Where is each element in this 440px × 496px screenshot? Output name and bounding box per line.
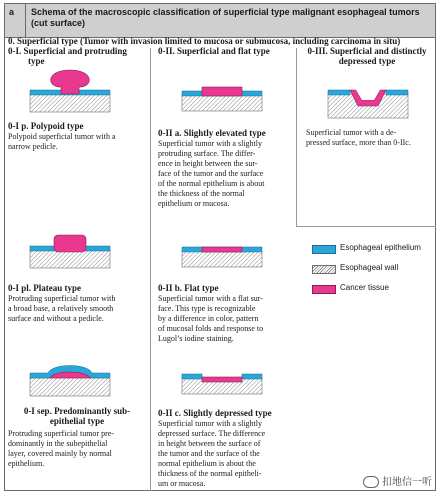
desc-line: layer, covered mainly by normal: [8, 449, 112, 458]
desc-line: epithelium.: [8, 459, 45, 468]
type-0-Isep-description: [8, 429, 114, 469]
type-0-II-title: 0-II. Superficial and flat type: [158, 46, 270, 56]
polypoid-diagram: [30, 66, 110, 116]
header-divider: [25, 4, 26, 37]
legend-swatch-epithelium: [312, 245, 336, 254]
type-0-I-title: [8, 46, 127, 66]
type-0-IIc-title: 0-II c. Slightly depressed type: [158, 408, 272, 418]
type-0-III-title: [300, 46, 434, 66]
superficial-type-heading: 0. Superficial type (Tumor with invasion limited to mucosa or submucosa, including carcinoma in situ): [8, 36, 401, 46]
desc-line: Protruding superficial tumor with: [8, 294, 116, 303]
wechat-icon: [363, 476, 379, 488]
desc-line: pressed surface, more than 0-IIc.: [306, 138, 411, 147]
desc-line: normal epithelium is about the: [158, 459, 256, 468]
type-0-Isep-title-line-2: epithelial type: [49, 416, 105, 426]
desc-line: the tumor and the surface of the: [158, 449, 260, 458]
type-0-III-description: [306, 128, 411, 148]
type-0-Ipl-description: [8, 294, 115, 324]
type-0-Isep-title-line-1: 0-I sep. Predominantly sub-: [23, 406, 131, 416]
legend-label-cancer: Cancer tissue: [340, 283, 389, 292]
slightly-elevated-diagram: [182, 84, 262, 114]
desc-line: of mucosal folds and response to: [158, 324, 264, 333]
column-divider-1: [150, 48, 151, 491]
type-0-IIa-title: 0-II a. Slightly elevated type: [158, 128, 266, 138]
desc-line: of the normal epithelium is about: [158, 179, 265, 188]
figure-title: [31, 7, 431, 29]
desc-line: protruding surface. The differ-: [158, 149, 256, 158]
panel-letter: a: [9, 7, 15, 17]
distinctly-depressed-diagram: [328, 86, 408, 126]
type-0-Isep-title: [8, 406, 146, 426]
type-0-IIa-description: [158, 139, 264, 209]
slightly-depressed-diagram: [182, 370, 262, 400]
subepithelial-diagram: [30, 358, 110, 398]
type-0-Ip-title: 0-I p. Polypoid type: [8, 121, 84, 131]
type-0-I-title-line-1: 0-I. Superficial and protruding: [8, 46, 127, 56]
desc-line: face. This type is recognizable: [158, 304, 256, 313]
column-divider-2: [296, 48, 297, 226]
desc-line: ence in height between the sur-: [158, 159, 258, 168]
type-0-IIb-description: [158, 294, 263, 344]
desc-line: um or mucosa.: [158, 479, 206, 488]
desc-line: face of the tumor and the surface: [158, 169, 264, 178]
figure-header: [5, 4, 435, 38]
desc-line: Lugol’s iodine staining.: [158, 334, 234, 343]
desc-line: epithelium or mucosa.: [158, 199, 230, 208]
figure-title-line-2: (cut surface): [31, 18, 86, 28]
desc-line: in height between the surface of: [158, 439, 261, 448]
desc-line: a broad base, a relatively smooth: [8, 304, 114, 313]
desc-line: by a difference in color, pattern: [158, 314, 259, 323]
legend-swatch-wall: [312, 265, 336, 274]
flat-type-diagram: [182, 243, 262, 273]
desc-line: Protruding superficial tumor pre-: [8, 429, 114, 438]
legend-label-wall: Esophageal wall: [340, 263, 399, 272]
type-0-Ipl-title: 0-I pl. Plateau type: [8, 283, 81, 293]
column-3-bottom-rule: [296, 226, 436, 227]
desc-line: dominantly in the subepithelial: [8, 439, 108, 448]
desc-line: Superficial tumor with a slightly: [158, 419, 262, 428]
desc-line: Superficial tumor with a slightly: [158, 139, 262, 148]
desc-line: thickness of the normal epitheli-: [158, 469, 262, 478]
desc-line: the thickness of the normal: [158, 189, 245, 198]
type-0-III-title-line-2: depressed type: [338, 56, 396, 66]
legend-label-epithelium: Esophageal epithelium: [340, 243, 421, 252]
watermark: [363, 473, 432, 488]
desc-line: Superficial tumor with a de-: [306, 128, 397, 137]
type-0-IIb-title: 0-II b. Flat type: [158, 283, 219, 293]
type-0-III-title-line-1: 0-III. Superficial and distinctly: [307, 46, 427, 56]
desc-line: surface and without a pedicle.: [8, 314, 104, 323]
desc-line: Superficial tumor with a flat sur-: [158, 294, 263, 303]
plateau-diagram: [30, 232, 110, 272]
legend-swatch-cancer: [312, 285, 336, 294]
desc-line: narrow pedicle.: [8, 142, 58, 151]
type-0-Ip-description: [8, 132, 116, 152]
desc-line: depressed surface. The difference: [158, 429, 266, 438]
type-0-I-title-line-2: type: [28, 56, 45, 66]
type-0-IIc-description: [158, 419, 265, 489]
desc-line: Polypoid superficial tumor with a: [8, 132, 116, 141]
figure-title-line-1: Schema of the macroscopic classification of superficial type malignant esophageal tumors: [31, 7, 420, 17]
watermark-text: 扣地信一听: [382, 477, 432, 488]
